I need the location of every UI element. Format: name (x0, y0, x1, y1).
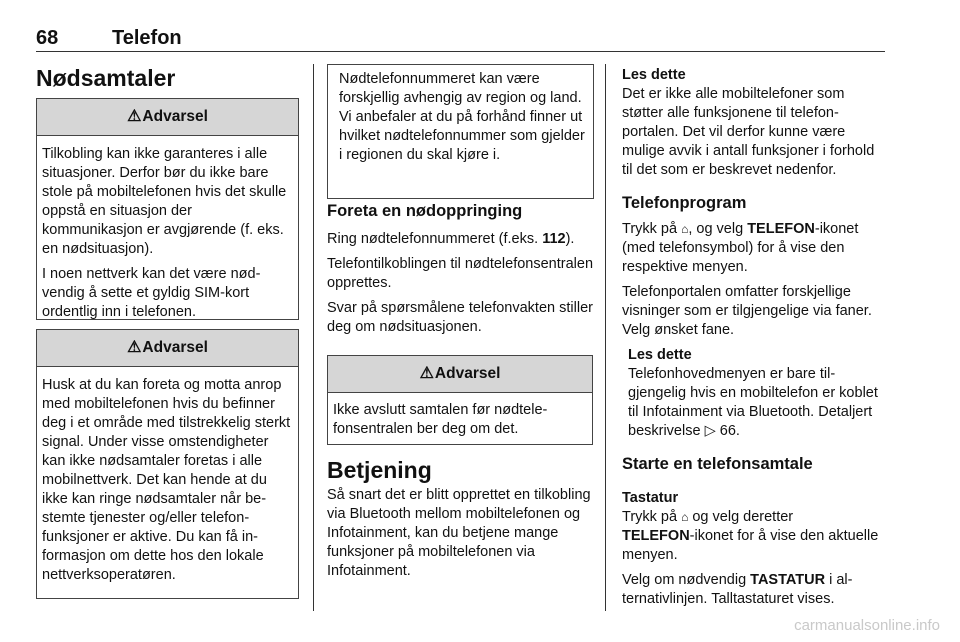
warning-text: Ikke avslutt samtalen før nødtelefonsentralen ber deg om det. (333, 402, 548, 437)
paragraph: Telefontilkoblingen til nødtelefonsentralen opprettes. (327, 256, 594, 291)
warning-box-2 (36, 329, 299, 599)
watermark: carmanualsonline.info (794, 617, 940, 634)
column-2-content (327, 200, 595, 343)
paragraph: Ring nødtelefonnummeret (f.eks. 112). (327, 231, 575, 247)
warning-triangle-icon: ⚠ (127, 339, 142, 356)
paragraph: Svar på spørsmålene telefonvakten stiller deg om nødsituasjonen. (327, 300, 593, 335)
warning-header (328, 356, 592, 393)
note-text: Det er ikke alle mobiltelefoner som støtter alle funksjonene til telefonportalen. Det vil derfor kunne være mulige avvik i antall funksjoner i forhold til det som er beskrevet nedenfor. (622, 86, 875, 178)
heading-emergency-call: Foreta en nødoppringing (327, 202, 523, 220)
continued-warning-text (327, 64, 594, 199)
note-box (628, 346, 888, 441)
warning-text: Tilkobling kan ikke garanteres i alle situasjoner. Derfor bør du ikke bare stole på mobiltelefonen hvis det skulle oppstå en situasjon der kommunikasjon er avgjørende (f. eks. en nødsituasjon). (42, 146, 287, 257)
section-title-emergency: Nødsamtaler (36, 65, 176, 91)
emergency-number: 112 (542, 231, 566, 247)
subheading-keypad: Tastatur (622, 490, 679, 506)
key-label: TELEFON (747, 221, 815, 237)
page-number: 68 (36, 27, 59, 49)
chapter-title: Telefon (112, 27, 182, 49)
key-label: TASTATUR (750, 572, 826, 588)
note-text: Telefonhovedmenyen er bare tilgjengelig hvis en mobiltelefon er koblet til Infotainment via Bluetooth. Detaljert beskrivelse ▷ 66. (628, 366, 878, 439)
home-icon: ⌂ (681, 510, 689, 524)
note-box (622, 66, 888, 180)
paragraph: Telefonportalen omfatter forskjellige visninger som er tilgjengelige via faner. Velg ønsket fane. (622, 284, 872, 338)
page-reference: 66. (719, 423, 740, 439)
key-label: TELEFON (622, 528, 690, 544)
continued-text: Nødtelefonnummeret kan være forskjellig avhengig av region og land. Vi anbefaler at du på forhånd finner ut hvilket nødtelefonnummer som gjelder i regionen du skal kjøre i. (339, 71, 585, 163)
header-rule (36, 51, 885, 52)
column-3-content (622, 66, 888, 615)
warning-label: Advarsel (142, 339, 208, 356)
warning-triangle-icon: ⚠ (419, 365, 434, 382)
column-divider-1 (313, 64, 314, 611)
column-divider-2 (605, 64, 606, 611)
section-title-operation: Betjening (327, 457, 432, 483)
warning-text: Husk at du kan foreta og motta anrop med mobiltelefonen hvis du befinner deg i et område med tilstrekkelig sterkt signal. Under visse omstendigheter kan ikke nødsamtaler foretas i alle mobilnettverk. Det kan hende at du ikke kan ringe nødsamtaler når bestemte tjenester og/eller telefonfunksjoner er aktive. Du kan få informasjon om dette hos den lokale nettverksoperatøren. (42, 377, 291, 583)
paragraph: Så snart det er blitt opprettet en tilkobling via Bluetooth mellom mobiltelefonen og Infotainment, kan du betjene mange funksjoner på mobiltelefonen via Infotainment. (327, 487, 591, 579)
warning-text: I noen nettverk kan det være nødvendig å sette et gyldig SIM-kort ordentlig inn i telefonen. (42, 266, 261, 320)
column-2-operation (327, 456, 595, 587)
heading-start-call: Starte en telefonsamtale (622, 455, 813, 473)
warning-label: Advarsel (434, 365, 501, 382)
warning-box-3 (327, 355, 593, 445)
heading-phone-program: Telefonprogram (622, 194, 747, 212)
warning-triangle-icon: ⚠ (127, 108, 142, 125)
warning-box-1 (36, 98, 299, 320)
warning-label: Advarsel (142, 108, 208, 125)
warning-header (37, 330, 298, 367)
paragraph: Trykk på ⌂, og velg TELEFON-ikonet (med telefonsymbol) for å vise den respektive menyen. (622, 221, 859, 275)
warning-body (328, 393, 592, 451)
warning-body (37, 136, 298, 334)
paragraph: Trykk på ⌂ og velg deretter TELEFON-ikonet for å vise den aktuelle menyen. (622, 509, 879, 563)
page-reference-arrow-icon: ▷ (704, 423, 720, 439)
home-icon: ⌂ (681, 222, 689, 236)
warning-body (37, 367, 298, 597)
warning-header (37, 99, 298, 136)
paragraph: Velg om nødvendig TASTATUR i alternativlinjen. Talltastaturet vises. (622, 572, 853, 607)
note-title: Les dette (628, 347, 692, 363)
note-title: Les dette (622, 67, 686, 83)
